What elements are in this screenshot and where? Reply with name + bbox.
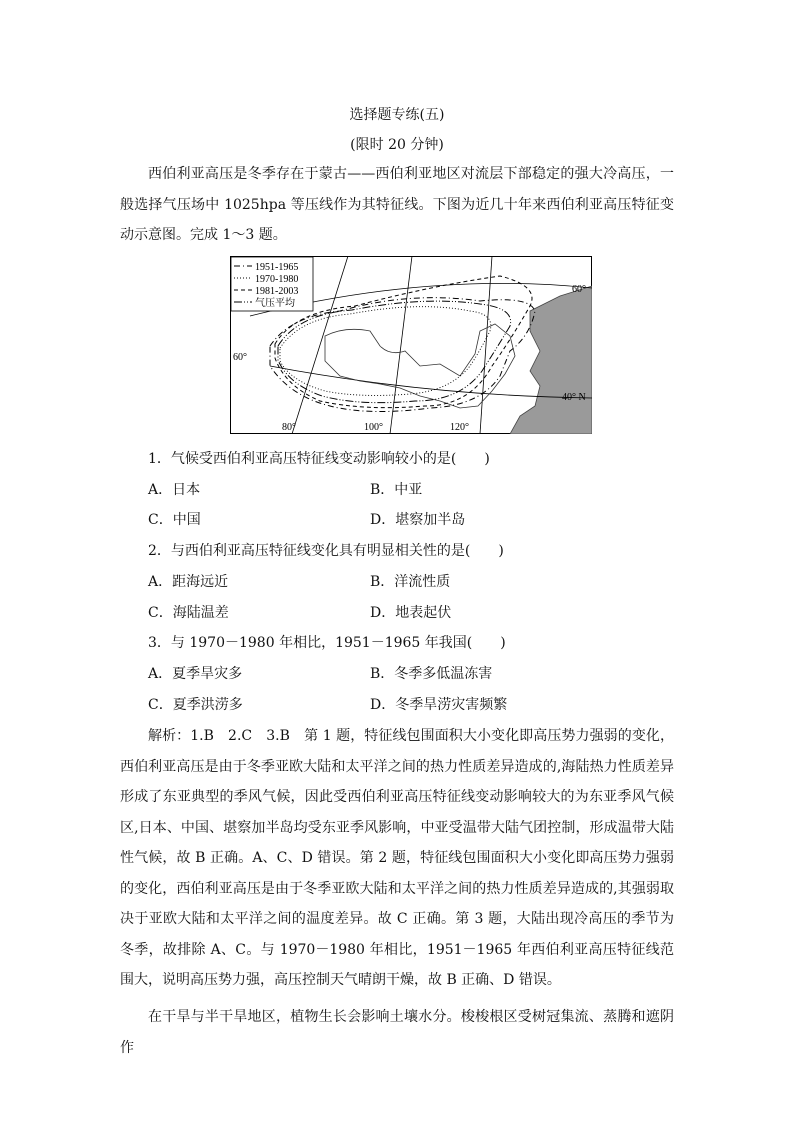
lon-label-120: 120°: [450, 422, 469, 433]
question-3-option-c: C．夏季洪涝多: [148, 697, 243, 713]
question-3-option-b: B．冬季多低温冻害: [370, 666, 493, 682]
question-2-option-a: A．距海远近: [148, 574, 229, 590]
siberian-high-map: [230, 256, 592, 434]
question-1-option-b: B．中亚: [370, 482, 423, 498]
question-2-stem: 2．与西伯利亚高压特征线变化具有明显相关性的是( ): [148, 543, 504, 559]
question-1-stem: 1．气候受西伯利亚高压特征线变动影响较小的是( ): [148, 451, 490, 467]
legend-label-1970: 1970-1980: [255, 274, 299, 285]
analysis-paragraph: 解析：1.B 2.C 3.B 第 1 题，特征线包围面积大小变化即高压势力强弱的变化，西伯利亚高压是由于冬季亚欧大陆和太平洋之间的热力性质差异造成的,海陆热力性质差异形成了东亚典型的季风气候，因此受西伯利亚高压特征线变动影响较大的为东亚季风气候区,日本、中国、堪察加半岛均受东亚季风影响，中亚受温带大陆气团控制，形成温带大陆性气候，故 B 正确。A、C、D 错误。第 2 题，特征线包围面积大小变化即高压势力强弱的变化，西伯利亚高压是由于冬季亚欧大陆和太平洋之间的热力性质差异造成的,其强弱取决于亚欧大陆和太平洋之间的温度差异。故 C 正确。第 3 题，大陆出现冷高压的季节为冬季，故排除 A、C。与 1970－1980 年相比，1951－1965 年西伯利亚高压特征线范围大，说明高压势力强，高压控制天气晴朗干燥，故 B 正确、D 错误。: [120, 728, 674, 988]
question-1-option-d: D．堪察加半岛: [370, 512, 466, 528]
question-1-option-c: C．中国: [148, 512, 201, 528]
page-subtitle: (限时 20 分钟): [350, 137, 444, 153]
intro-paragraph: 西伯利亚高压是冬季存在于蒙古——西伯利亚地区对流层下部稳定的强大冷高压，一般选择气压场中 1025hpa 等压线作为其特征线。下图为近几十年来西伯利亚高压特征变动示意图。完成 1～3 题。: [120, 166, 674, 243]
lon-label-100: 100°: [364, 422, 383, 433]
question-3-stem: 3．与 1970－1980 年相比，1951－1965 年我国( ): [148, 635, 506, 651]
question-2-option-d: D．地表起伏: [370, 605, 452, 621]
legend-label-average: 气压平均: [255, 298, 295, 309]
legend-label-1951: 1951-1965: [255, 262, 299, 273]
question-1-option-a: A．日本: [148, 482, 201, 498]
next-paragraph: 在干旱与半干旱地区，植物生长会影响土壤水分。梭梭根区受树冠集流、蒸腾和遮阴作: [120, 1009, 674, 1056]
lat-label-40n: 40° N: [562, 392, 586, 403]
legend-label-1981: 1981-2003: [255, 286, 299, 297]
lon-label-80: 80°: [282, 422, 296, 433]
lat-label-60-right: 60°: [572, 284, 586, 295]
page-title: 选择题专练(五): [349, 107, 445, 123]
question-3-option-d: D．冬季旱涝灾害频繁: [370, 697, 508, 713]
question-3-option-a: A．夏季旱灾多: [148, 666, 243, 682]
question-2-option-b: B．洋流性质: [370, 574, 451, 590]
lat-label-60-left: 60°: [233, 352, 247, 363]
question-2-option-c: C．海陆温差: [148, 605, 229, 621]
